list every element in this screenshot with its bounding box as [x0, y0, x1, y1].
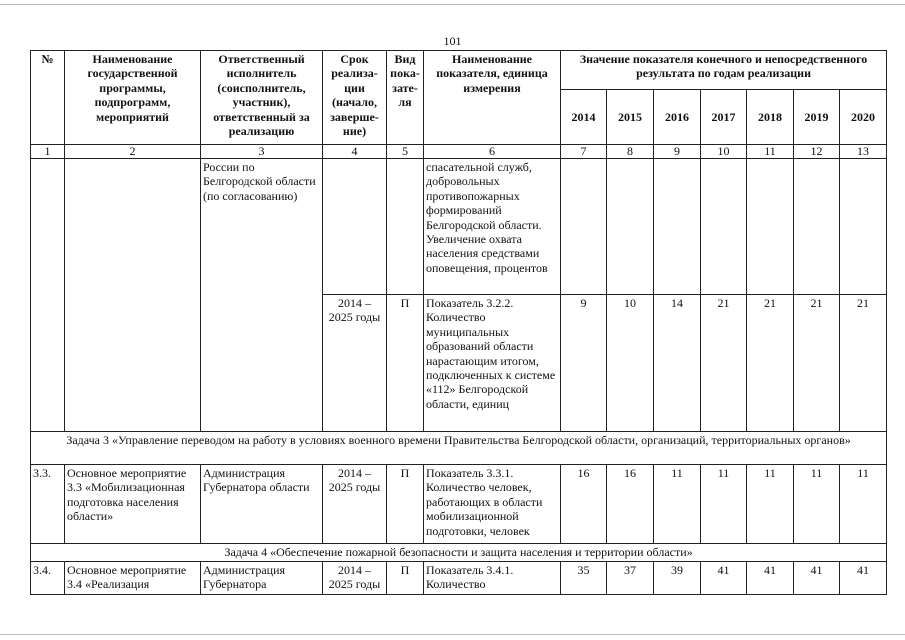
- cell-value: 9: [561, 295, 607, 432]
- column-numbers-row: [31, 145, 887, 159]
- column-number: 5: [387, 145, 424, 159]
- cell-value: 37: [607, 562, 654, 595]
- cell-term: 2014 – 2025 годы: [323, 465, 387, 544]
- column-number: 3: [201, 145, 323, 159]
- header-year: 2019: [794, 90, 840, 145]
- table-row-continued: [31, 159, 887, 295]
- cell-value: 41: [794, 562, 840, 595]
- cell-type: П: [387, 465, 424, 544]
- column-number: 9: [654, 145, 701, 159]
- cell-term: [323, 159, 387, 295]
- task-4-title: Задача 4 «Обеспечение пожарной безопасности и защита населения и территории области»: [31, 544, 887, 562]
- cell-value: 21: [747, 295, 794, 432]
- task-row: [31, 544, 887, 562]
- cell-value: 14: [654, 295, 701, 432]
- cell-value: 35: [561, 562, 607, 595]
- cell-value: 11: [840, 465, 887, 544]
- column-number: 1: [31, 145, 65, 159]
- cell-value: 41: [840, 562, 887, 595]
- cell-type: [387, 159, 424, 295]
- column-number: 8: [607, 145, 654, 159]
- task-3-title: Задача 3 «Управление переводом на работу в условиях военного времени Правительства Белгородской области, организаций, территориальных органов»: [31, 432, 887, 465]
- column-number: 2: [65, 145, 201, 159]
- cell-num: [31, 159, 65, 432]
- header-year: 2018: [747, 90, 794, 145]
- cell-value: 21: [794, 295, 840, 432]
- cell-value: 41: [747, 562, 794, 595]
- header-type: Вид пока-зате-ля: [387, 51, 424, 145]
- header-row: [31, 51, 887, 90]
- table-row-33: [31, 465, 887, 544]
- cell-indicator: спасательной служб, добровольных противопожарных формирований Белгородской области. Увеличение охвата населения средствами оповещения, процентов: [424, 159, 561, 295]
- table-row-34: [31, 562, 887, 595]
- header-year: 2016: [654, 90, 701, 145]
- header-term: Срок реализа-ции (начало, заверше-ние): [323, 51, 387, 145]
- column-number: 7: [561, 145, 607, 159]
- column-number: 13: [840, 145, 887, 159]
- cell-indicator: Показатель 3.4.1. Количество: [424, 562, 561, 595]
- header-executor: Ответственный исполнитель (соисполнитель, участник), ответственный за реализацию: [201, 51, 323, 145]
- cell-indicator: Показатель 3.3.1. Количество человек, работающих в области мобилизационной подготовки, человек: [424, 465, 561, 544]
- scan-edge-top: [0, 4, 905, 5]
- program-table: [30, 50, 887, 595]
- cell-executor: России по Белгородской области (по согласованию): [201, 159, 323, 432]
- cell-value: 11: [701, 465, 747, 544]
- column-number: 11: [747, 145, 794, 159]
- cell-name: Основное мероприятие 3.3 «Мобилизационная подготовка населения области»: [65, 465, 201, 544]
- column-number: 6: [424, 145, 561, 159]
- column-number: 10: [701, 145, 747, 159]
- header-year: 2020: [840, 90, 887, 145]
- cell-value: 39: [654, 562, 701, 595]
- cell-value: 21: [840, 295, 887, 432]
- page-number: 101: [443, 34, 462, 48]
- cell-value: 11: [794, 465, 840, 544]
- cell-term: 2014 – 2025 годы: [323, 562, 387, 595]
- cell-name: [65, 159, 201, 432]
- header-indicator: Наименование показателя, единица измерения: [424, 51, 561, 145]
- cell-value: 16: [561, 465, 607, 544]
- cell-num: 3.4.: [31, 562, 65, 595]
- cell-value: 10: [607, 295, 654, 432]
- cell-name: Основное мероприятие 3.4 «Реализация: [65, 562, 201, 595]
- cell-executor: Администрация Губернатора: [201, 562, 323, 595]
- task-row: [31, 432, 887, 465]
- cell-executor: Администрация Губернатора области: [201, 465, 323, 544]
- header-name: Наименование государственной программы, подпрограмм, мероприятий: [65, 51, 201, 145]
- cell-type: П: [387, 295, 424, 432]
- column-number: 12: [794, 145, 840, 159]
- cell-value: 11: [747, 465, 794, 544]
- cell-value: 21: [701, 295, 747, 432]
- column-number: 4: [323, 145, 387, 159]
- header-year: 2015: [607, 90, 654, 145]
- cell-num: 3.3.: [31, 465, 65, 544]
- header-year: 2017: [701, 90, 747, 145]
- cell-indicator: Показатель 3.2.2. Количество муниципальных образований области нарастающим итогом, подключенных к системе «112» Белгородской области, единиц: [424, 295, 561, 432]
- cell-value: 41: [701, 562, 747, 595]
- cell-term: 2014 – 2025 годы: [323, 295, 387, 432]
- header-year: 2014: [561, 90, 607, 145]
- cell-type: П: [387, 562, 424, 595]
- header-values-group: Значение показателя конечного и непосредственного результата по годам реализации: [561, 51, 887, 90]
- header-num: №: [31, 51, 65, 145]
- cell-value: 11: [654, 465, 701, 544]
- scan-edge-bottom: [0, 634, 905, 635]
- cell-value: 16: [607, 465, 654, 544]
